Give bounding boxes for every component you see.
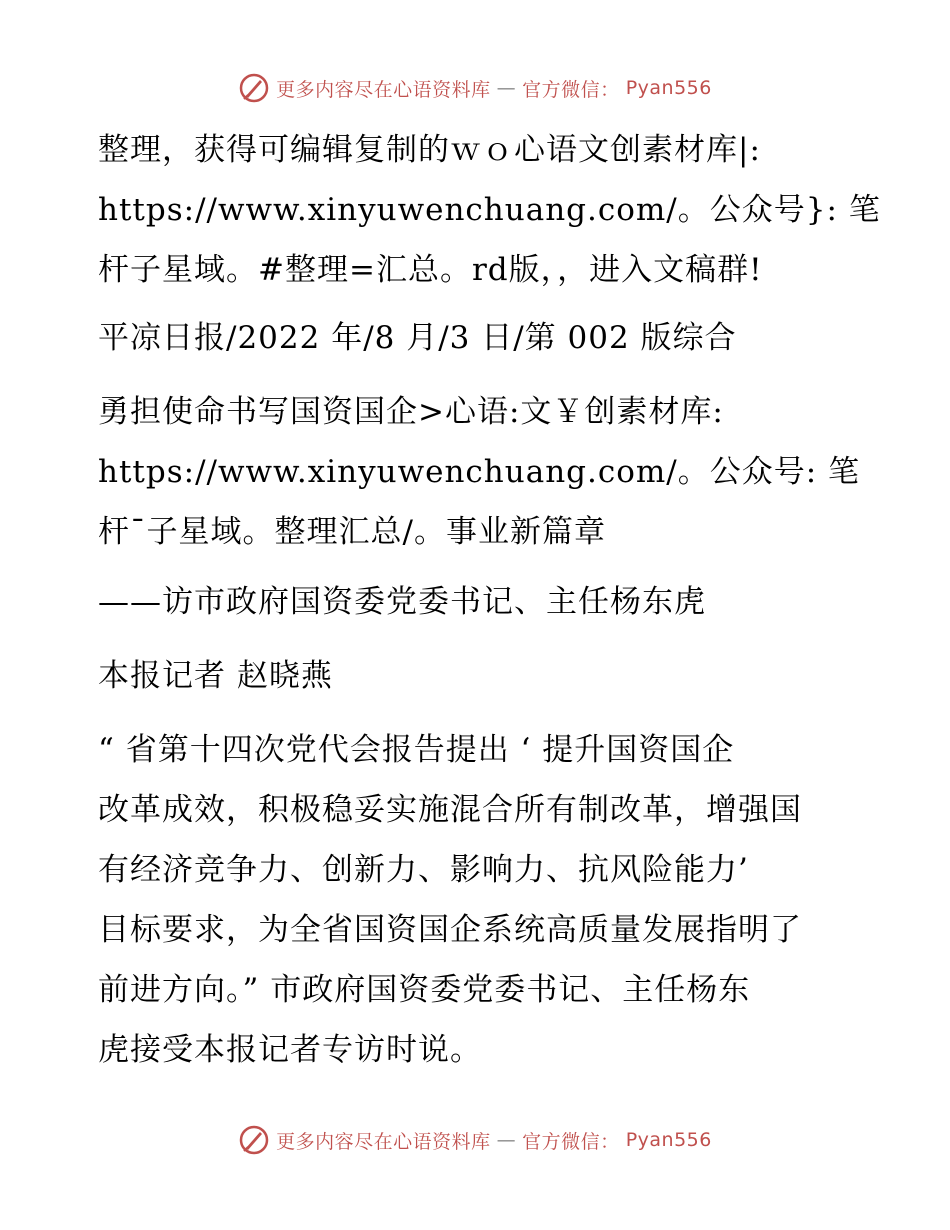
intro-line: 整理，获得可编辑复制的ｗｏ心语文创素材库|:: [98, 132, 761, 168]
body-line: 目标要求，为全省国资国企系统高质量发展指明了: [98, 912, 802, 948]
body-line: “ 省第十四次党代会报告提出 ‘ 提升国资国企: [98, 732, 735, 768]
watermark-account-id: Pyan556: [625, 1129, 712, 1151]
intro-line: 杆子星域。#整理=汇总。rd版，，进入文稿群!: [98, 252, 763, 288]
footer-watermark: [0, 1124, 950, 1156]
quill-logo-icon: [238, 72, 270, 104]
watermark-main-text: 更多内容尽在心语资料库: [276, 1130, 491, 1153]
watermark-separator: —: [496, 1129, 517, 1151]
watermark-suffix-text: 官方微信：: [522, 1130, 620, 1153]
body-paragraph: [98, 720, 858, 1080]
body-line: 虎接受本报记者专访时说。: [98, 1032, 482, 1068]
dateline-text: 平凉日报/2022 年/8 月/3 日/第 002 版综合: [98, 320, 737, 356]
byline-text: 本报记者 赵晓燕: [98, 658, 333, 694]
body-line: 前进方向。” 市政府国资委党委书记、主任杨东: [98, 972, 751, 1008]
dateline: [98, 308, 858, 368]
watermark-main-text: 更多内容尽在心语资料库: [276, 78, 491, 101]
body-line: 有经济竞争力、创新力、影响力、抗风险能力’: [98, 852, 749, 888]
byline: [98, 646, 858, 706]
title-line: 杆¯子星域。整理汇总/。事业新篇章: [98, 514, 606, 550]
watermark-account-id: Pyan556: [625, 77, 712, 99]
article-title: [98, 382, 861, 562]
title-line: https://www.xinyuwenchuang.com/。公众号: 笔: [98, 454, 861, 490]
watermark-suffix-text: 官方微信：: [522, 78, 620, 101]
intro-paragraph: [98, 120, 881, 300]
body-line: 改革成效，积极稳妥实施混合所有制改革，增强国: [98, 792, 802, 828]
quill-logo-icon: [238, 1124, 270, 1156]
subtitle-text: ——访市政府国资委党委书记、主任杨东虎: [98, 584, 706, 620]
header-watermark: [0, 72, 950, 104]
watermark-separator: —: [496, 77, 517, 99]
intro-line: https://www.xinyuwenchuang.com/。公众号}: 笔: [98, 192, 881, 228]
title-line: 勇担使命书写国资国企>心语:文￥创素材库:: [98, 394, 724, 430]
article-subtitle: [98, 572, 858, 632]
